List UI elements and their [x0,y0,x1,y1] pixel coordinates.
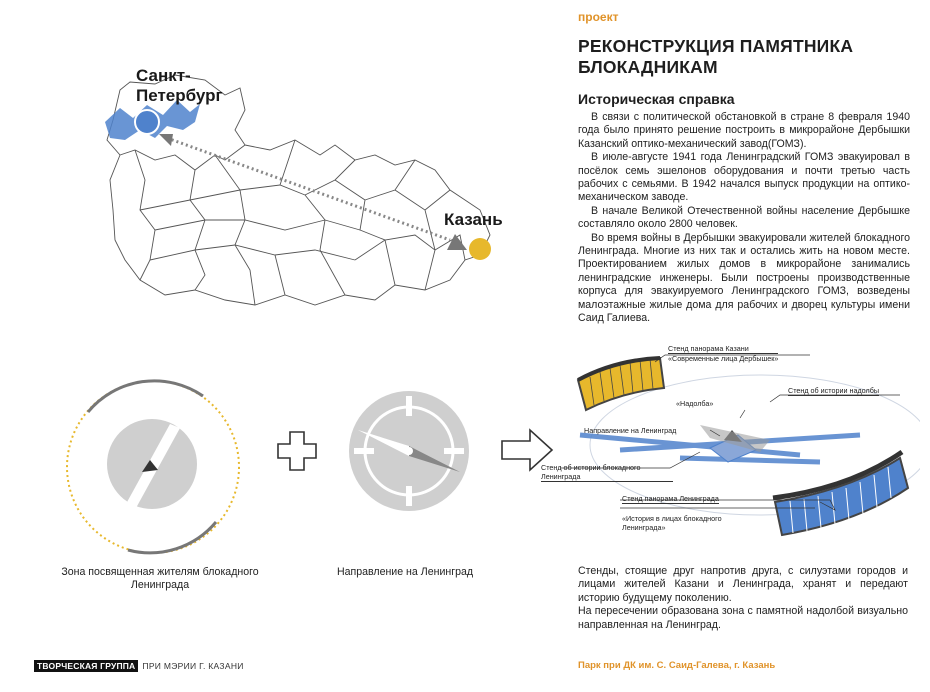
history-paragraph: В связи с политической обстановкой в стране 8 февраля 1940 года было принято решение построить в микрорайоне Дербышки Казанский оптико-механический завод(ГОМЗ). [578,111,910,150]
zone-compass-icon [107,419,197,509]
history-paragraph: В июле-августе 1941 года Ленинградский ГОМЗ эвакуировал в посёлок семь эшелонов оборудования и почти третью часть рабочих с семьями. В 1942 начался выпуск продукции на оптико-механическом заводе. [578,151,910,204]
footer-location: Парк при ДК им. С. Саид-Галева, г. Казань [578,660,776,671]
group-affiliation: ПРИ МЭРИИ Г. КАЗАНИ [142,661,244,671]
direction-label: Направление на Ленинград [584,426,677,435]
zone-diagram [58,372,248,562]
summary-paragraph: На пересечении образована зона с памятной надолбой визуально направленная на Ленинград. [578,605,908,631]
nadolba-stand-label: Стенд об истории надолбы [788,386,879,395]
footer-group [34,660,244,672]
route-line [167,138,450,240]
leningrad-stand [773,452,908,535]
region-borders [107,75,490,305]
direction-caption: Направление на Ленинград [336,566,474,578]
zone-caption: Зона посвященная жителям блокадного Ленинграда [61,566,259,591]
stand-leningrad-label: Стенд панорама Ленинграда [622,494,719,503]
plus-icon [276,430,318,472]
kazan-marker [469,238,491,260]
zone-arc-bottom [128,522,216,553]
stand-leningrad-sub-label: «История в лицах блокадного Ленинграда» [622,514,722,532]
kazan-label: Казань [444,210,503,229]
history-paragraph: Во время войны в Дербышки эвакуировали жителей блокадного Ленинграда. Многие из них так и остались жить на новом месте. Проектированием жилых домов в микрорайоне занимались ленинградские инженеры. Были построены производственные корпуса для эвакуируемого Ленинградского ГОМЗ, возведены малоэтажные жилые дома для рабочих и дворец культуры имени Саид Галиева. [578,231,910,325]
kazan-stand [578,358,664,410]
nadolba-label: «Надолба» [676,399,714,408]
zone-arc-top [88,381,203,412]
summary-paragraph: Стенды, стоящие друг напротив друга, с силуэтами городов и лицами жителей Казани и Ленинграда, хранят и передают историю будущему поколению. [578,565,908,604]
history-text [578,111,910,326]
section-tag: проект [578,10,619,24]
summary-text [578,565,908,632]
history-heading: Историческая справка [578,91,735,107]
history-stand-label: Стенд об истории блокадного Ленинграда [541,463,673,482]
spb-arrow-icon [159,134,173,146]
spb-label: Санкт- Петербург [136,66,223,105]
stand-kazan-label: Стенд панорама Казани «Современные лица Дербышек» [668,344,779,363]
group-badge: ТВОРЧЕСКАЯ ГРУППА [34,660,138,672]
spb-marker [135,110,159,134]
direction-compass-icon [344,386,474,516]
page-title: РЕКОНСТРУКЦИЯ ПАМЯТНИКА БЛОКАДНИКАМ [578,36,854,77]
history-paragraph: В начале Великой Отечественной войны население Дербышке составляло около 2800 человек. [578,204,910,231]
